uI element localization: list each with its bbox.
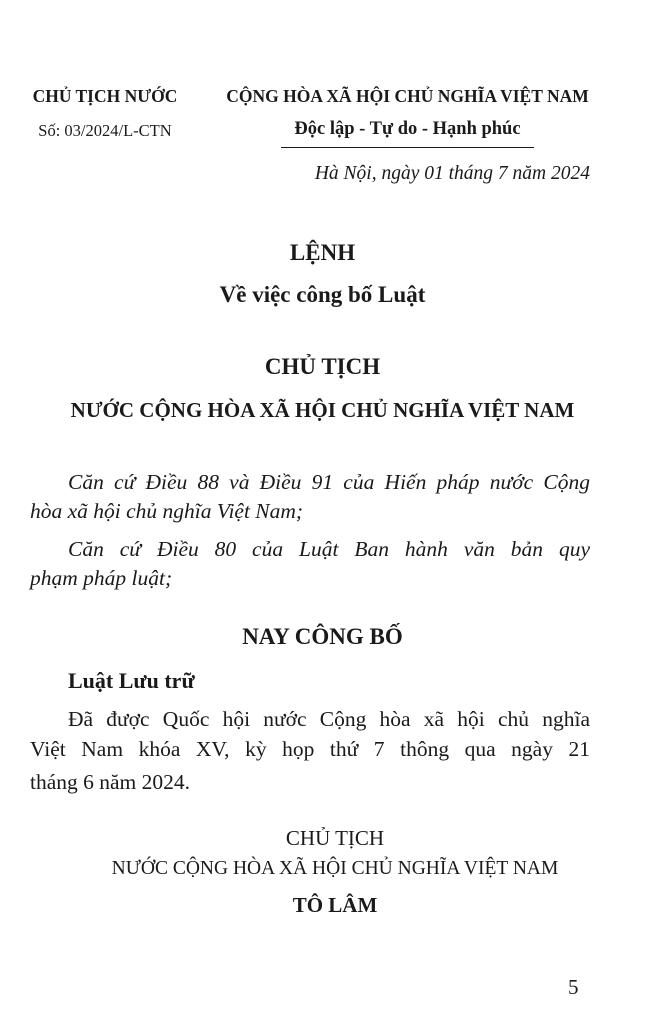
national-title: CỘNG HÒA XÃ HỘI CHỦ NGHĨA VIỆT NAM xyxy=(226,86,589,106)
document-type-title: LỆNH xyxy=(289,240,356,265)
document-subject: Về việc công bố Luật xyxy=(219,282,426,307)
legal-basis-2-line1: Căn cứ Điều 80 của Luật Ban hành văn bản quy xyxy=(68,537,590,561)
authority-title: CHỦ TỊCH xyxy=(264,354,381,379)
legal-basis-1-line1: Căn cứ Điều 88 và Điều 91 của Hiến pháp nước Cộng xyxy=(68,470,590,494)
document-number: Số: 03/2024/L-CTN xyxy=(38,121,172,140)
place-and-date: Hà Nội, ngày 01 tháng 7 năm 2024 xyxy=(314,163,590,184)
legal-basis-1-line2: hòa xã hội chủ nghĩa Việt Nam; xyxy=(30,499,304,523)
issuer: CHỦ TỊCH NƯỚC xyxy=(32,86,178,106)
law-passage-line3: tháng 6 năm 2024. xyxy=(30,770,191,794)
signature-title: CHỦ TỊCH xyxy=(285,826,385,850)
law-name: Luật Lưu trữ xyxy=(68,668,195,693)
page-number: 5 xyxy=(568,975,579,999)
national-motto: Độc lập - Tự do - Hạnh phúc xyxy=(294,119,521,139)
law-passage-line2: Việt Nam khóa XV, kỳ họp thứ 7 thông qua ngày 21 xyxy=(30,737,590,761)
announcement-heading: NAY CÔNG BỐ xyxy=(242,624,403,649)
legal-basis-2-line2: phạm pháp luật; xyxy=(30,566,173,590)
law-passage-line1: Đã được Quốc hội nước Cộng hòa xã hội chủ nghĩa xyxy=(68,707,590,731)
signatory-name: TÔ LÂM xyxy=(292,893,378,917)
authority-subtitle: NƯỚC CỘNG HÒA XÃ HỘI CHỦ NGHĨA VIỆT NAM xyxy=(70,398,575,422)
motto-underline xyxy=(281,147,534,148)
signature-subtitle: NƯỚC CỘNG HÒA XÃ HỘI CHỦ NGHĨA VIỆT NAM xyxy=(111,858,559,879)
